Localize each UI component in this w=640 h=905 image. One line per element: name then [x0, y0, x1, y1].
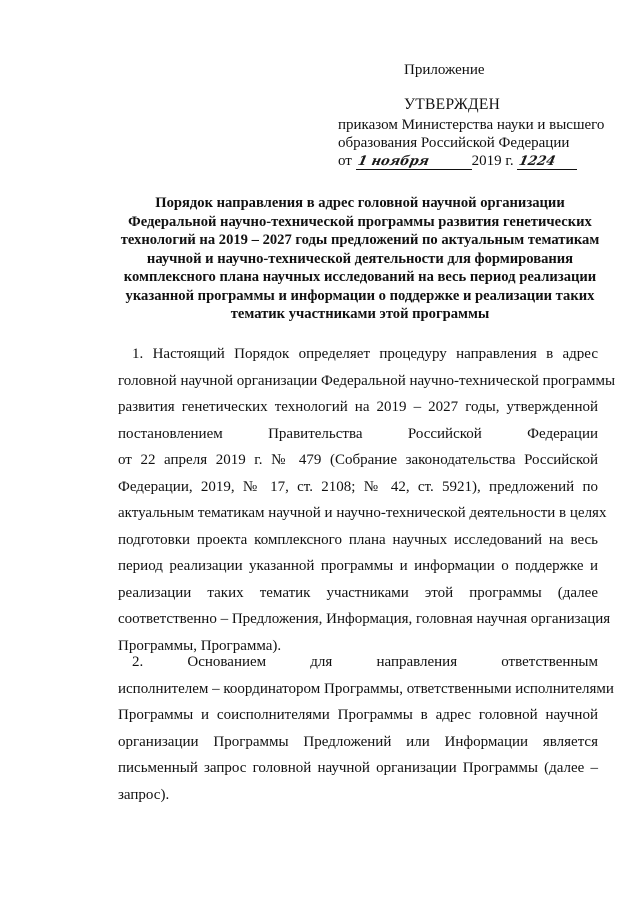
paragraph-line: подготовки проекта комплексного плана научных исследований на весь	[118, 531, 598, 548]
appendix-label: Приложение	[404, 62, 485, 78]
paragraph-line: актуальным тематикам научной и научно-технической деятельности в целях	[118, 505, 607, 521]
paragraph-line: письменный запрос головной научной организации Программы (далее –	[118, 760, 598, 776]
title-line: указанной программы и информации о поддержке и реализации таких	[125, 287, 595, 304]
paragraph-line: головной научной организации Федеральной научно-технической программы	[118, 372, 616, 389]
paragraph-2	[118, 649, 614, 808]
title-line: тематик участниками этой программы	[230, 306, 490, 322]
order-line-1: приказом Министерства науки и высшего	[338, 117, 605, 133]
handwritten-date: 1 ноября	[356, 154, 472, 170]
paragraph-line: период реализации указанной программы и информации о поддержке и	[118, 558, 598, 574]
paragraph-line: Программы, Программа).	[118, 637, 282, 654]
paragraph-line: реализации таких тематик участниками этой программы (далее	[118, 584, 598, 601]
paragraph-line: 1. Настоящий Порядок определяет процедуру направления в адрес	[132, 346, 598, 362]
order-year: 2019 г.	[471, 153, 514, 169]
paragraph-line: от 22 апреля 2019 г. № 479 (Собрание законодательства Российской	[118, 452, 598, 468]
title-line: комплексного плана научных исследований на весь период реализации	[123, 269, 597, 285]
order-date-line	[338, 153, 577, 170]
title-line: научной и научно-технической деятельности для формирования	[146, 250, 574, 267]
title-line: Порядок направления в адрес головной научной организации	[155, 195, 565, 211]
title-line: технологий на 2019 – 2027 годы предложений по актуальным тематикам	[120, 232, 600, 248]
date-prefix: от	[338, 153, 352, 169]
paragraph-1	[118, 341, 616, 659]
paragraph-line: постановлением Правительства Российской Федерации	[118, 425, 598, 442]
title-line: Федеральной научно-технической программы развития генетических	[128, 213, 592, 230]
paragraph-line: запрос).	[118, 786, 170, 803]
paragraph-line: организации Программы Предложений или Информации является	[118, 733, 598, 750]
paragraph-line: соответственно – Предложения, Информация, головная научная организация	[118, 611, 611, 627]
document-title	[100, 194, 620, 324]
approved-stamp-text: УТВЕРЖДЕН	[404, 96, 501, 113]
order-line-2: образования Российской Федерации	[338, 135, 570, 151]
paragraph-line: исполнителем – координатором Программы, ответственными исполнителями	[118, 680, 614, 697]
paragraph-line: 2. Основанием для направления ответственным	[132, 654, 598, 670]
handwritten-order-number: 1224	[517, 154, 577, 170]
paragraph-line: Федерации, 2019, № 17, ст. 2108; № 42, ст. 5921), предложений по	[118, 478, 598, 495]
paragraph-line: Программы и соисполнителями Программы в адрес головной научной	[118, 707, 598, 723]
paragraph-line: развития генетических технологий на 2019 – 2027 годы, утвержденной	[118, 399, 598, 415]
